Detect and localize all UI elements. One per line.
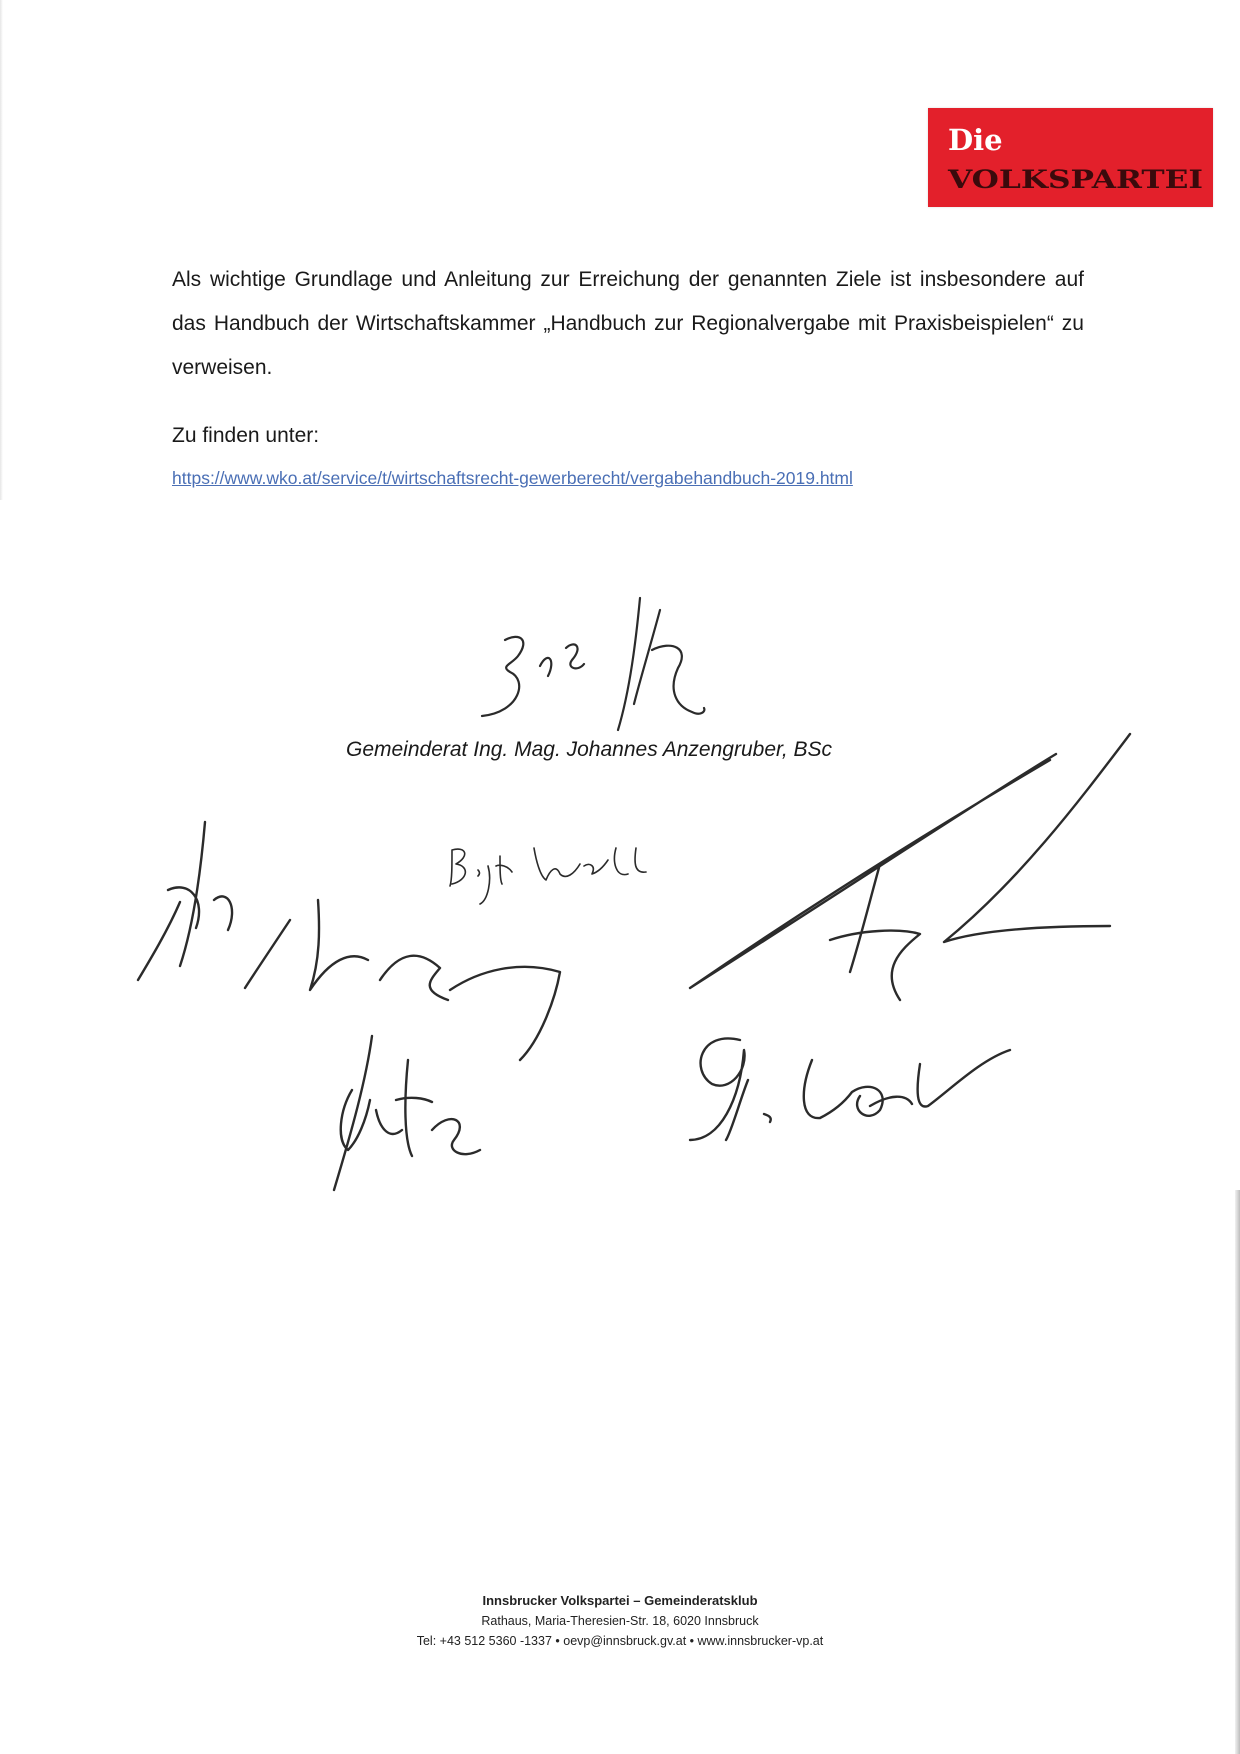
footer-contact: Tel: +43 512 5360 -1337 • oevp@innsbruck.gv.at • www.innsbrucker-vp.at <box>416 1634 824 1648</box>
signature-lower-left <box>334 1036 480 1190</box>
footer <box>0 1591 1240 1651</box>
signer-name: Gemeinderat Ing. Mag. Johannes Anzengruber, BSc <box>346 738 833 761</box>
svg-text:VOLKSPARTEI: VOLKSPARTEI <box>946 165 1203 194</box>
signature-lower-right <box>690 1038 1010 1140</box>
find-label: Zu finden unter: <box>172 424 320 447</box>
signature-left <box>138 822 560 1060</box>
handbook-link[interactable]: https://www.wko.at/service/t/wirtschaftsrecht-gewerberecht/vergabehandbuch-2019.html <box>172 468 853 488</box>
body-paragraph: Als wichtige Grundlage und Anleitung zur Erreichung der genannten Ziele ist insbesondere auf das Handbuch der Wirtschaftskammer „Handbuch zur Regionalvergabe mit Praxisbeispielen“ zu verweisen. <box>172 268 1084 379</box>
party-logo <box>928 108 1213 207</box>
footer-org: Innsbrucker Volkspartei – Gemeinderatsklub <box>482 1593 758 1608</box>
page-edge-right <box>1235 1190 1240 1754</box>
page-edge-left <box>0 0 3 500</box>
signature-anzengruber <box>482 598 704 730</box>
svg-text:Die: Die <box>948 123 1003 157</box>
signature-large-diagonal <box>690 734 1130 1000</box>
footer-address: Rathaus, Maria-Theresien-Str. 18, 6020 Innsbruck <box>481 1614 759 1628</box>
handwritten-note <box>450 848 646 904</box>
